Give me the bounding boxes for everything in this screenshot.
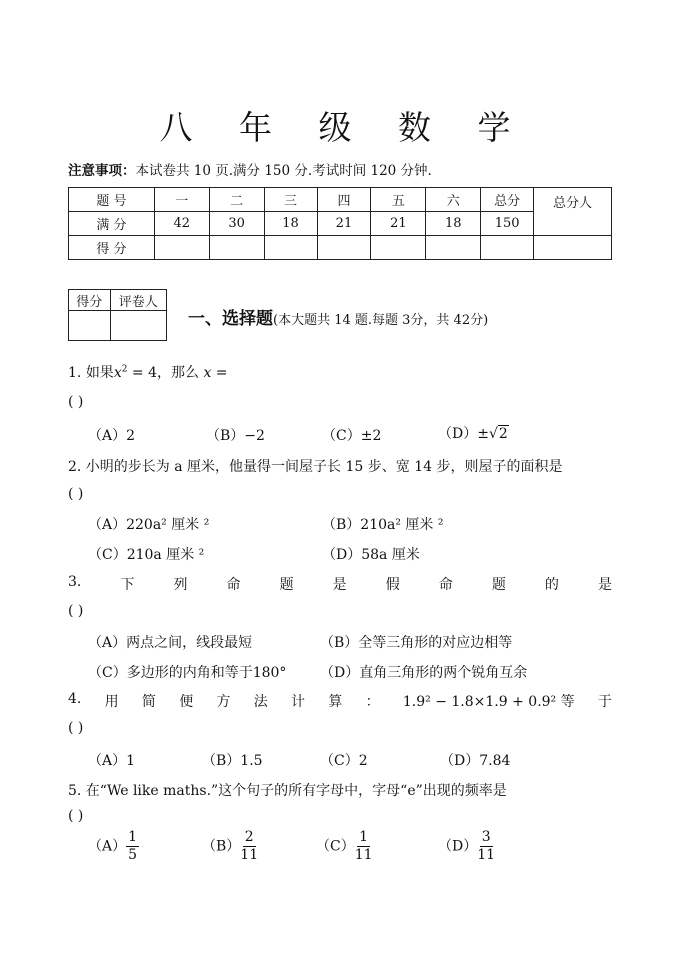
header-cell: 四	[317, 188, 371, 212]
reviewer-label: 评卷人	[110, 290, 166, 311]
header-cell: 一	[154, 188, 209, 212]
question-number: 1.	[68, 365, 82, 381]
q5-option-d	[438, 829, 495, 864]
question-char: 的	[544, 577, 559, 593]
blank-cell	[264, 236, 317, 260]
blank-cell	[69, 311, 111, 341]
q1-option-b: （B）−2	[206, 428, 265, 444]
numerator: 1	[359, 829, 369, 845]
header-cell: 二	[209, 188, 264, 212]
numerator: 3	[481, 829, 491, 845]
question-char: 列	[173, 577, 188, 593]
fraction	[477, 829, 495, 864]
question-4	[68, 691, 612, 711]
q3-option-d: （D）直角三角形的两个锐角互余	[320, 665, 528, 681]
question-expression: 1.9² − 1.8×1.9 + 0.9² 等	[402, 694, 575, 710]
denominator: 11	[354, 847, 373, 863]
q4-option-a: （A）1	[88, 753, 136, 769]
question-char: 下	[120, 577, 135, 593]
q4-option-b: （B）1.5	[202, 753, 263, 769]
q4-option-d: （D）7.84	[440, 753, 511, 769]
question-char: 简	[141, 694, 156, 710]
q1-var: x	[203, 365, 212, 381]
numerator: 2	[244, 829, 254, 845]
q1-option-c: （C）±2	[322, 428, 382, 444]
page-title: 八 年 级 数 学	[159, 108, 529, 147]
answer-blank: ( )	[68, 486, 84, 502]
q2-option-d: （D）58a 厘米	[322, 547, 420, 563]
fraction	[355, 829, 373, 864]
question-char: 于	[597, 694, 612, 710]
notice-label: 注意事项：	[68, 163, 136, 179]
score-cell: 21	[317, 212, 371, 236]
question-2: 2. 小明的步长为 a 厘米，他量得一间屋子长 15 步、宽 14 步，则屋子的面积是	[68, 459, 563, 475]
section-title	[188, 304, 488, 329]
question-1	[68, 362, 228, 382]
answer-blank: ( )	[68, 394, 84, 410]
denominator: 11	[240, 847, 259, 863]
option-label: （A）	[88, 838, 127, 855]
q1-var: x	[113, 365, 122, 381]
score-label: 得分	[69, 290, 111, 311]
score-table	[68, 187, 612, 260]
grader-header-row	[69, 290, 167, 311]
q1-text-post: =	[211, 365, 228, 381]
denominator: 11	[477, 847, 496, 863]
notice-text: 本试卷共 10 页.满分 150 分.考试时间 120 分钟.	[135, 163, 432, 179]
blank-cell	[481, 236, 534, 260]
radicand: 2	[498, 426, 508, 442]
header-cell: 总分	[481, 188, 534, 212]
q2-option-c: （C）210a 厘米 ²	[88, 547, 205, 563]
q2-option-b: （B）210a² 厘米 ²	[322, 517, 444, 533]
blank-cell	[534, 236, 612, 260]
fraction	[240, 829, 258, 864]
question-char: 3.	[68, 574, 82, 590]
header-cell: 五	[371, 188, 426, 212]
numerator: 1	[128, 829, 138, 845]
question-5: 5. 在“We like maths.”这个句子的所有字母中，字母“e”出现的频率是	[68, 783, 507, 799]
question-char: 假	[385, 577, 400, 593]
question-char: 方	[216, 694, 231, 710]
question-char: 题	[279, 577, 294, 593]
section-heading: 一、选择题	[188, 309, 273, 329]
grader-blank-row	[69, 311, 167, 341]
answer-blank: ( )	[68, 603, 84, 619]
fraction	[126, 829, 139, 864]
question-char: 命	[438, 577, 453, 593]
blank-cell	[371, 236, 426, 260]
q3-option-b: （B）全等三角形的对应边相等	[320, 635, 513, 651]
answer-blank: ( )	[68, 720, 84, 736]
score-cell: 18	[426, 212, 481, 236]
grader-table	[68, 289, 167, 341]
q5-option-c	[316, 829, 373, 864]
question-char: 命	[226, 577, 241, 593]
score-cell: 30	[209, 212, 264, 236]
blank-cell	[154, 236, 209, 260]
q1-option-d	[438, 423, 509, 443]
q1-text-pre: 如果	[85, 365, 114, 381]
sqrt-sign: √	[488, 426, 498, 442]
q5-option-b	[202, 829, 258, 864]
option-label: （B）	[202, 838, 241, 855]
q3-option-a: （A）两点之间，线段最短	[88, 635, 253, 651]
question-char: 4.	[68, 691, 82, 707]
got-score-row	[69, 236, 612, 260]
row-label: 满 分	[69, 212, 155, 236]
header-cell: 三	[264, 188, 317, 212]
header-cell: 题 号	[69, 188, 155, 212]
question-char: 用	[104, 694, 119, 710]
q1-option-a: （A）2	[88, 428, 136, 444]
score-header-row	[69, 188, 612, 212]
header-cell: 六	[426, 188, 481, 212]
option-label: （C）	[316, 838, 355, 855]
q1-exponent: 2	[121, 364, 128, 375]
question-char: 是	[597, 577, 612, 593]
score-cell: 21	[371, 212, 426, 236]
question-char: ：	[365, 694, 380, 710]
full-score-row	[69, 212, 612, 236]
exam-notice	[68, 159, 432, 179]
question-char: 法	[253, 694, 268, 710]
question-char: 便	[179, 694, 194, 710]
question-3	[68, 574, 612, 594]
section-note: (本大题共 14 题.每题 3分，共 42分)	[273, 313, 489, 328]
question-char: 题	[491, 577, 506, 593]
score-cell: 150	[481, 212, 534, 236]
q5-option-a	[88, 829, 139, 864]
q1-option-d-label: （D）±	[438, 426, 489, 442]
question-char: 是	[332, 577, 347, 593]
blank-cell	[110, 311, 166, 341]
blank-cell	[317, 236, 371, 260]
score-cell: 42	[154, 212, 209, 236]
option-label: （D）	[438, 838, 478, 855]
denominator: 5	[128, 847, 138, 863]
answer-blank: ( )	[68, 808, 84, 824]
q1-text-mid: = 4，那么	[127, 365, 204, 381]
q3-option-c: （C）多边形的内角和等于180°	[88, 665, 287, 681]
question-char: 算	[328, 694, 343, 710]
q2-option-a: （A）220a² 厘米 ²	[88, 517, 210, 533]
row-label: 得 分	[69, 236, 155, 260]
blank-cell	[209, 236, 264, 260]
header-cell: 总分人	[534, 188, 612, 236]
question-char: 计	[291, 694, 306, 710]
blank-cell	[426, 236, 481, 260]
q4-option-c: （C）2	[320, 753, 368, 769]
score-cell: 18	[264, 212, 317, 236]
